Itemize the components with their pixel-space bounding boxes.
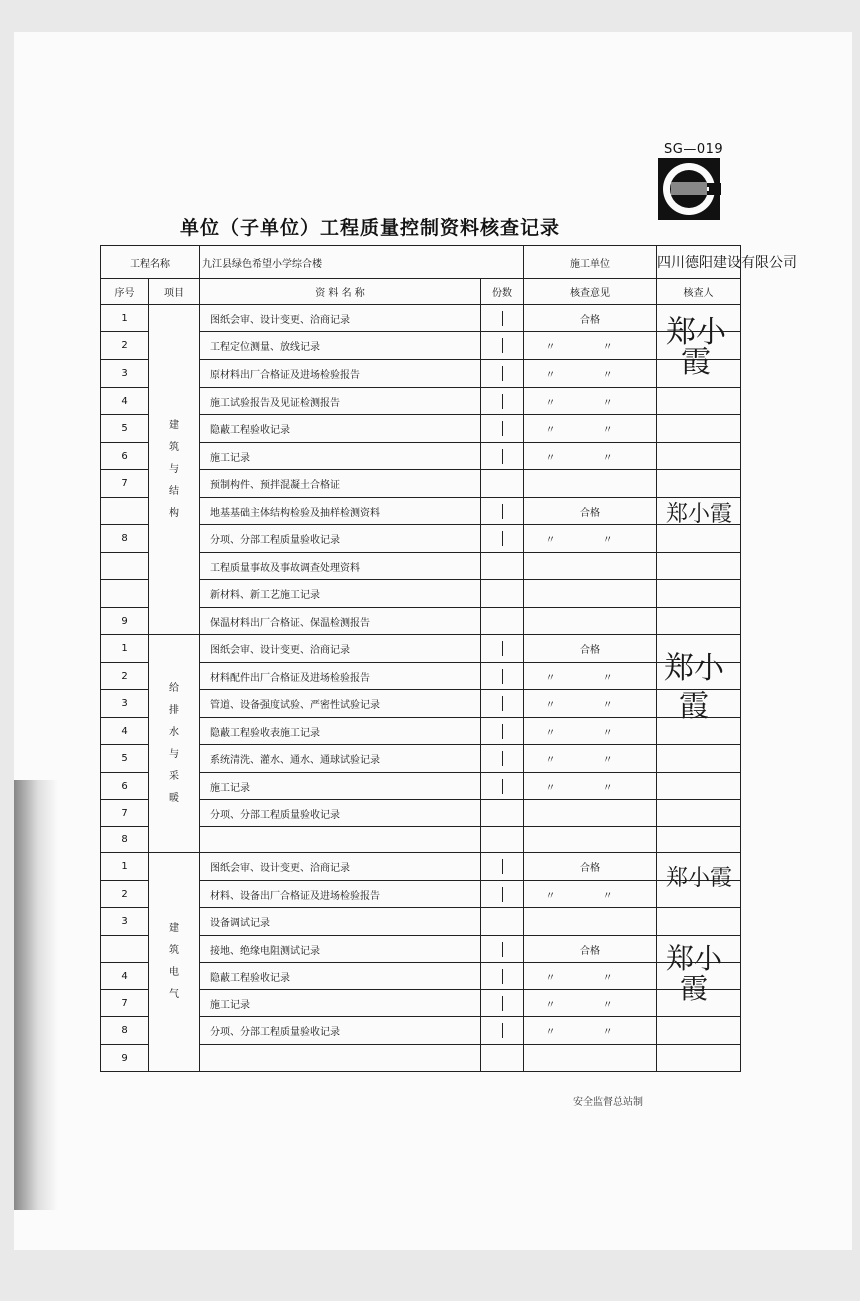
row-number: 9 bbox=[101, 608, 149, 635]
tally-mark-icon bbox=[502, 394, 503, 409]
tally-mark-icon bbox=[502, 669, 503, 684]
col-header-no: 序号 bbox=[101, 279, 149, 305]
project-label: 工程名称 bbox=[101, 246, 200, 279]
copies-cell bbox=[481, 635, 524, 663]
copies-cell bbox=[481, 690, 524, 718]
tally-mark-icon bbox=[502, 996, 503, 1011]
opinion-cell: 〃 〃 bbox=[524, 690, 657, 718]
opinion-cell: 〃 〃 bbox=[524, 360, 657, 388]
row-number: 3 bbox=[101, 690, 149, 718]
item-name: 图纸会审、设计变更、洽商记录 bbox=[200, 853, 481, 881]
opinion-cell: 〃 〃 bbox=[524, 773, 657, 800]
row-number: 2 bbox=[101, 663, 149, 690]
reviewer-cell bbox=[657, 745, 741, 773]
copies-cell bbox=[481, 443, 524, 470]
row-number: 4 bbox=[101, 963, 149, 990]
copies-cell bbox=[481, 718, 524, 745]
reviewer-cell bbox=[657, 1045, 741, 1072]
item-name: 工程定位测量、放线记录 bbox=[200, 332, 481, 360]
tally-mark-icon bbox=[502, 531, 503, 546]
signature-4: 郑小霞 bbox=[665, 866, 732, 891]
signature-2: 郑小霞 bbox=[665, 502, 732, 527]
table-row bbox=[101, 635, 741, 663]
opinion-cell: 〃 〃 bbox=[524, 415, 657, 443]
row-number: 4 bbox=[101, 388, 149, 415]
item-name: 图纸会审、设计变更、洽商记录 bbox=[200, 305, 481, 332]
reviewer-cell bbox=[657, 470, 741, 498]
copies-cell bbox=[481, 305, 524, 332]
copies-cell bbox=[481, 827, 524, 853]
item-name: 隐蔽工程验收记录 bbox=[200, 963, 481, 990]
item-name: 分项、分部工程质量验收记录 bbox=[200, 1017, 481, 1045]
reviewer-cell bbox=[657, 827, 741, 853]
reviewer-cell bbox=[657, 553, 741, 580]
copies-cell bbox=[481, 881, 524, 908]
copies-cell bbox=[481, 388, 524, 415]
page-title: 单位（子单位）工程质量控制资料核查记录 bbox=[179, 217, 560, 239]
reviewer-cell bbox=[657, 388, 741, 415]
form-code: SG—019 bbox=[664, 142, 724, 157]
opinion-cell: 合格 bbox=[524, 635, 657, 663]
table-row bbox=[101, 305, 741, 332]
copies-cell bbox=[481, 936, 524, 963]
row-number bbox=[101, 580, 149, 608]
tally-mark-icon bbox=[502, 311, 503, 326]
copies-cell bbox=[481, 990, 524, 1017]
row-number: 1 bbox=[101, 853, 149, 881]
project-value: 九江县绿色希望小学综合楼 bbox=[200, 246, 524, 279]
item-name: 原材料出厂合格证及进场检验报告 bbox=[200, 360, 481, 388]
row-number: 1 bbox=[101, 635, 149, 663]
row-number: 7 bbox=[101, 470, 149, 498]
col-header-opinion: 核查意见 bbox=[524, 279, 657, 305]
reviewer-cell bbox=[657, 580, 741, 608]
signature-3: 郑小霞 bbox=[664, 651, 724, 724]
item-name: 保温材料出厂合格证、保温检测报告 bbox=[200, 608, 481, 635]
review-table bbox=[100, 245, 797, 1072]
col-header-reviewer: 核查人 bbox=[657, 279, 741, 305]
row-number: 8 bbox=[101, 1017, 149, 1045]
row-number: 3 bbox=[101, 908, 149, 936]
opinion-cell: 〃 〃 bbox=[524, 963, 657, 990]
opinion-cell: 合格 bbox=[524, 498, 657, 525]
item-name: 接地、绝缘电阻测试记录 bbox=[200, 936, 481, 963]
item-name: 图纸会审、设计变更、洽商记录 bbox=[200, 635, 481, 663]
item-name: 分项、分部工程质量验收记录 bbox=[200, 800, 481, 827]
opinion-cell: 〃 〃 bbox=[524, 1017, 657, 1045]
row-number: 1 bbox=[101, 305, 149, 332]
item-name: 施工记录 bbox=[200, 443, 481, 470]
copies-cell bbox=[481, 745, 524, 773]
row-number: 8 bbox=[101, 525, 149, 553]
item-name: 材料配件出厂合格证及进场检验报告 bbox=[200, 663, 481, 690]
row-number: 4 bbox=[101, 718, 149, 745]
copies-cell bbox=[481, 1017, 524, 1045]
copies-cell bbox=[481, 580, 524, 608]
row-number: 9 bbox=[101, 1045, 149, 1072]
reviewer-cell bbox=[657, 773, 741, 800]
item-name: 分项、分部工程质量验收记录 bbox=[200, 525, 481, 553]
section-label bbox=[149, 853, 200, 1072]
copies-cell bbox=[481, 332, 524, 360]
opinion-cell bbox=[524, 800, 657, 827]
tally-mark-icon bbox=[502, 751, 503, 766]
reviewer-cell bbox=[657, 800, 741, 827]
section-label bbox=[149, 635, 200, 853]
column-header-row bbox=[101, 279, 741, 305]
tally-mark-icon bbox=[502, 724, 503, 739]
tally-mark-icon bbox=[502, 969, 503, 984]
scan-shadow bbox=[14, 780, 58, 1210]
opinion-cell: 合格 bbox=[524, 305, 657, 332]
reviewer-cell bbox=[657, 1017, 741, 1045]
row-number bbox=[101, 936, 149, 963]
copies-cell bbox=[481, 415, 524, 443]
row-number: 2 bbox=[101, 881, 149, 908]
opinion-cell: 〃 〃 bbox=[524, 881, 657, 908]
copies-cell bbox=[481, 963, 524, 990]
col-header-project: 项目 bbox=[149, 279, 200, 305]
opinion-cell: 〃 〃 bbox=[524, 663, 657, 690]
item-name: 预制构件、预拌混凝土合格证 bbox=[200, 470, 481, 498]
row-number: 3 bbox=[101, 360, 149, 388]
opinion-cell: 〃 〃 bbox=[524, 443, 657, 470]
item-name: 施工记录 bbox=[200, 773, 481, 800]
col-header-name: 资 料 名 称 bbox=[200, 279, 481, 305]
row-number: 5 bbox=[101, 415, 149, 443]
contractor-label: 施工单位 bbox=[524, 246, 657, 279]
section-label-text: 给排水与采暖 bbox=[169, 682, 179, 804]
tally-mark-icon bbox=[502, 449, 503, 464]
copies-cell bbox=[481, 470, 524, 498]
tally-mark-icon bbox=[502, 1023, 503, 1038]
row-number: 7 bbox=[101, 990, 149, 1017]
signature-1: 郑小霞 bbox=[666, 315, 726, 380]
tally-mark-icon bbox=[502, 779, 503, 794]
item-name: 材料、设备出厂合格证及进场检验报告 bbox=[200, 881, 481, 908]
reviewer-cell bbox=[657, 525, 741, 553]
opinion-cell bbox=[524, 1045, 657, 1072]
item-name: 隐蔽工程验收表施工记录 bbox=[200, 718, 481, 745]
project-row bbox=[101, 246, 741, 279]
opinion-cell: 〃 〃 bbox=[524, 718, 657, 745]
copies-cell bbox=[481, 853, 524, 881]
item-name: 隐蔽工程验收记录 bbox=[200, 415, 481, 443]
seal-logo-icon bbox=[657, 157, 721, 221]
opinion-cell: 〃 〃 bbox=[524, 990, 657, 1017]
opinion-cell: 〃 〃 bbox=[524, 332, 657, 360]
opinion-cell: 〃 〃 bbox=[524, 388, 657, 415]
opinion-cell bbox=[524, 580, 657, 608]
section-label bbox=[149, 305, 200, 635]
tally-mark-icon bbox=[502, 859, 503, 874]
opinion-cell bbox=[524, 470, 657, 498]
copies-cell bbox=[481, 1045, 524, 1072]
tally-mark-icon bbox=[502, 887, 503, 902]
copies-cell bbox=[481, 608, 524, 635]
section-label-text: 建筑电气 bbox=[169, 923, 179, 1000]
opinion-cell: 〃 〃 bbox=[524, 745, 657, 773]
item-name: 管道、设备强度试验、严密性试验记录 bbox=[200, 690, 481, 718]
contractor-value: 四川德阳建设有限公司 bbox=[657, 246, 741, 279]
row-number bbox=[101, 553, 149, 580]
copies-cell bbox=[481, 525, 524, 553]
table-row bbox=[101, 853, 741, 881]
copies-cell bbox=[481, 773, 524, 800]
item-name: 系统清洗、灌水、通水、通球试验记录 bbox=[200, 745, 481, 773]
reviewer-cell bbox=[657, 415, 741, 443]
opinion-cell bbox=[524, 608, 657, 635]
reviewer-cell bbox=[657, 608, 741, 635]
row-number: 6 bbox=[101, 773, 149, 800]
reviewer-cell bbox=[657, 908, 741, 936]
copies-cell bbox=[481, 663, 524, 690]
copies-cell bbox=[481, 498, 524, 525]
tally-mark-icon bbox=[502, 504, 503, 519]
tally-mark-icon bbox=[502, 421, 503, 436]
opinion-cell: 合格 bbox=[524, 936, 657, 963]
section-label-text: 建筑与结构 bbox=[169, 419, 179, 519]
item-name: 新材料、新工艺施工记录 bbox=[200, 580, 481, 608]
row-number: 6 bbox=[101, 443, 149, 470]
row-number: 5 bbox=[101, 745, 149, 773]
item-name: 工程质量事故及事故调查处理资料 bbox=[200, 553, 481, 580]
col-header-copies: 份数 bbox=[481, 279, 524, 305]
opinion-cell bbox=[524, 908, 657, 936]
item-name: 设备调试记录 bbox=[200, 908, 481, 936]
tally-mark-icon bbox=[502, 696, 503, 711]
tally-mark-icon bbox=[502, 366, 503, 381]
opinion-cell: 合格 bbox=[524, 853, 657, 881]
opinion-cell bbox=[524, 827, 657, 853]
signature-5: 郑小霞 bbox=[665, 942, 722, 1005]
tally-mark-icon bbox=[502, 942, 503, 957]
item-name bbox=[200, 1045, 481, 1072]
row-number bbox=[101, 498, 149, 525]
copies-cell bbox=[481, 360, 524, 388]
row-number: 8 bbox=[101, 827, 149, 853]
item-name bbox=[200, 827, 481, 853]
item-name: 施工记录 bbox=[200, 990, 481, 1017]
copies-cell bbox=[481, 553, 524, 580]
copies-cell bbox=[481, 800, 524, 827]
row-number: 2 bbox=[101, 332, 149, 360]
reviewer-cell bbox=[657, 443, 741, 470]
copies-cell bbox=[481, 908, 524, 936]
opinion-cell: 〃 〃 bbox=[524, 525, 657, 553]
item-name: 施工试验报告及见证检测报告 bbox=[200, 388, 481, 415]
footer-note: 安全监督总站制 bbox=[573, 1097, 643, 1108]
opinion-cell bbox=[524, 553, 657, 580]
item-name: 地基基础主体结构检验及抽样检测资料 bbox=[200, 498, 481, 525]
tally-mark-icon bbox=[502, 338, 503, 353]
row-number: 7 bbox=[101, 800, 149, 827]
tally-mark-icon bbox=[502, 641, 503, 656]
